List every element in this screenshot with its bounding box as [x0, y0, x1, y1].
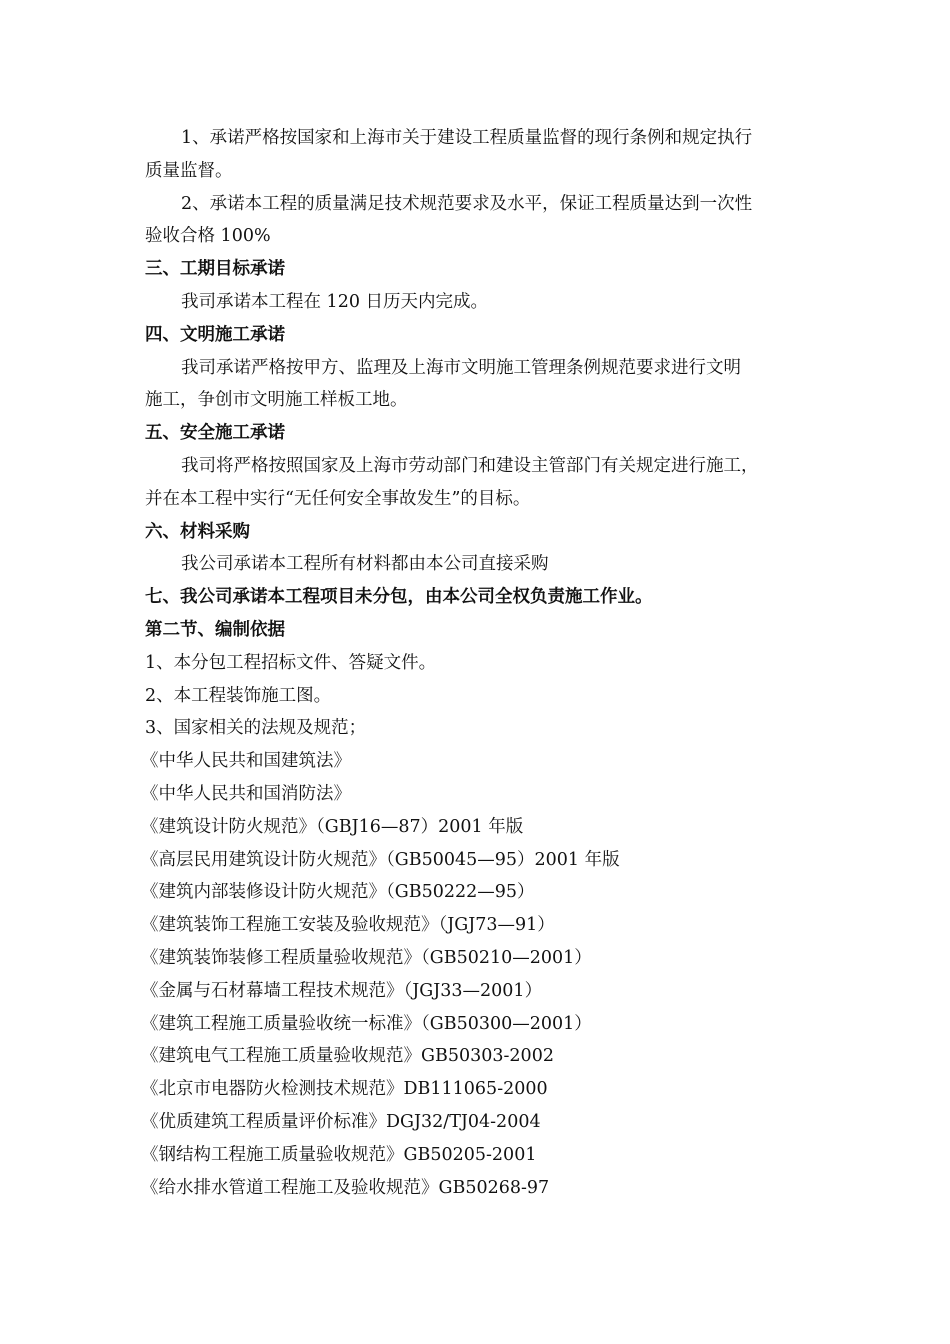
basis-item-2: 2、本工程装饰施工图。: [145, 685, 332, 706]
standard-item: 《建筑内部装修设计防火规范》（GB50222—95）: [141, 882, 535, 903]
standard-item: 《中华人民共和国消防法》: [141, 783, 351, 804]
safety-commitment-heading: 五、安全施工承诺: [145, 423, 285, 444]
material-procurement-heading: 六、材料采购: [145, 521, 250, 542]
civilized-construction-heading: 四、文明施工承诺: [145, 324, 285, 345]
schedule-commitment-text: 我司承诺本工程在 120 日历天内完成。: [181, 291, 489, 312]
standard-item: 《建筑电气工程施工质量验收规范》GB50303-2002: [141, 1046, 554, 1067]
standard-item: 《建筑工程施工质量验收统一标准》（GB50300—2001）: [141, 1013, 592, 1034]
no-subcontract-heading: 七、我公司承诺本工程项目未分包，由本公司全权负责施工作业。: [145, 587, 653, 608]
commitment-item-2-line-1: 2、承诺本工程的质量满足技术规范要求及水平，保证工程质量达到一次性: [181, 193, 753, 214]
standard-item: 《中华人民共和国建筑法》: [141, 751, 351, 772]
document-body: [141, 122, 815, 1204]
compilation-basis-heading: 第二节、编制依据: [145, 619, 285, 640]
standard-item: 《建筑装饰装修工程质量验收规范》（GB50210—2001）: [141, 947, 592, 968]
civilized-construction-text-line-2: 施工，争创市文明施工样板工地。: [145, 390, 408, 411]
basis-item-3: 3、国家相关的法规及规范；: [145, 718, 367, 739]
standard-item: 《钢结构工程施工质量验收规范》GB50205-2001: [141, 1144, 537, 1165]
standard-item: 《高层民用建筑设计防火规范》（GB50045—95）2001 年版: [141, 849, 620, 870]
civilized-construction-text-line-1: 我司承诺严格按甲方、监理及上海市文明施工管理条例规范要求进行文明: [181, 357, 741, 378]
standard-item: 《建筑设计防火规范》（GBJ16—87）2001 年版: [141, 816, 524, 837]
schedule-commitment-heading: 三、工期目标承诺: [145, 259, 285, 280]
material-procurement-text: 我公司承诺本工程所有材料都由本公司直接采购: [181, 554, 549, 575]
standard-item: 《优质建筑工程质量评价标准》DGJ32/TJ04-2004: [141, 1111, 541, 1132]
basis-item-1: 1、本分包工程招标文件、答疑文件。: [145, 652, 437, 673]
standard-item: 《给水排水管道工程施工及验收规范》GB50268-97: [141, 1177, 550, 1198]
safety-commitment-text-line-1: 我司将严格按照国家及上海市劳动部门和建设主管部门有关规定进行施工，: [181, 455, 759, 476]
standard-item: 《建筑装饰工程施工安装及验收规范》（JGJ73—91）: [141, 915, 555, 936]
standard-item: 《金属与石材幕墙工程技术规范》（JGJ33—2001）: [141, 980, 543, 1001]
commitment-item-1-line-2: 质量监督。: [145, 160, 233, 181]
commitment-item-2-line-2: 验收合格 100%: [145, 226, 271, 247]
commitment-item-1-line-1: 1、承诺严格按国家和上海市关于建设工程质量监督的现行条例和规定执行: [181, 128, 753, 148]
standard-item: 《北京市电器防火检测技术规范》DB111065-2000: [141, 1079, 548, 1100]
safety-commitment-text-line-2: 并在本工程中实行“无任何安全事故发生”的目标。: [145, 488, 531, 509]
